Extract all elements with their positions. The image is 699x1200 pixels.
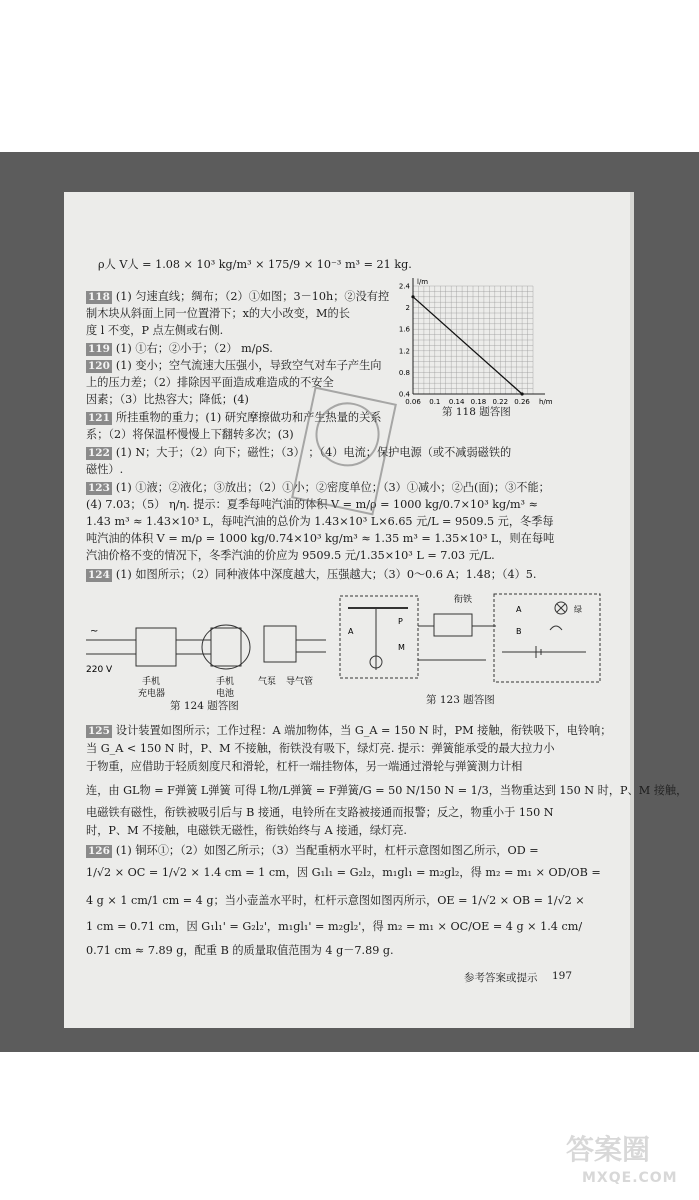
caption-fig118: 第 118 题答图 — [442, 406, 511, 418]
page-number: 197 — [552, 970, 573, 982]
y-tick-label: 2.4 — [398, 282, 410, 291]
line-28: 0.71 cm ≈ 7.89 g，配重 B 的质量取值范围为 4 g－7.89 g. — [86, 944, 394, 957]
q-number-124: 124 — [88, 569, 110, 581]
x-tick-label: 0.18 — [470, 398, 487, 406]
fig124-tilde: ~ — [90, 626, 99, 637]
fig124-pump: 气泵 — [258, 677, 277, 687]
line-9: 系；（2）将保温杯慢慢上下翻转多次；(3) — [86, 428, 294, 441]
x-tick-label: 0.26 — [514, 398, 530, 406]
fig118-chart — [387, 274, 557, 414]
y-tick-label: 1.2 — [398, 347, 410, 356]
line-26: 4 g × 1 cm/1 cm = 4 g；当小壶盖水平时，杠杆示意图如图丙所示，OE = 1/√2 × OB = 1/√2 × — [86, 894, 585, 907]
line-5: 120 (1) 变小；空气流速大压强小，导致空气对车子产生向 — [88, 359, 382, 372]
q-number-126: 126 — [88, 845, 110, 857]
caption-fig123: 第 123 题答图 — [426, 694, 495, 706]
line-0: ρ人 V人 = 1.08 × 10³ kg/m³ × 175/9 × 10⁻³ m³ = 21 kg. — [98, 258, 412, 271]
x-tick-label: 0.06 — [405, 398, 421, 406]
line-13: (4) 7.03；（5） η/η. 提示：夏季每吨汽油的体积 V = m/ρ = 1000 kg/0.7×10³ kg/m³ ≈ — [86, 498, 538, 511]
line-17: 124 (1) 如图所示；（2）同种液体中深度越大，压强越大；（3）0～0.6 A；1.48；（4）5. — [88, 568, 537, 581]
x-tick-label: 0.14 — [448, 398, 465, 406]
fig123-armature: 衔铁 — [454, 595, 473, 605]
line-11: 磁性）. — [86, 463, 124, 476]
line-6: 上的压力差；（2）排除因平面造成难造成的不安全 — [86, 376, 334, 389]
data-point — [411, 295, 414, 298]
q-number-123: 123 — [88, 482, 110, 494]
line-18: 125 设计装置如图所示；工作过程：A 端加物体，当 G_A = 150 N 时，PM 接触，衔铁吸下，电铃响； — [88, 724, 612, 737]
fig123-a: A — [348, 627, 354, 636]
q-number-125: 125 — [88, 725, 110, 737]
line-15: 吨汽油的体积 V = m/ρ = 1000 kg/0.74×10³ kg/m³ ≈ 1.35 m³ = 1.35×10³ L，则在每吨 — [86, 532, 555, 545]
line-2: 制木块从斜面上同一位置滑下；x的大小改变，M的长 — [86, 307, 350, 320]
q-number-121: 121 — [88, 412, 110, 424]
fig124-battery: 手机 — [216, 677, 235, 687]
fig123-m: M — [398, 643, 405, 652]
x-axis-label: h/m — [539, 398, 553, 406]
x-tick-label: 0.22 — [492, 398, 509, 406]
fig123-green: 绿 — [574, 605, 582, 614]
line-12: 123 (1) ①液；②液化；③放出；（2）①小；②密度单位；（3）①减小；②凸(面)；③不能； — [88, 481, 550, 494]
line-10: 122 (1) N；大于；（2）向下；磁性；（3） ；（4）电流；保护电源（或不减弱磁铁的 — [88, 446, 512, 459]
y-tick-label: 0.8 — [398, 368, 410, 377]
fig123-diagram — [336, 590, 626, 690]
line-23: 时，P、M 不接触，电磁铁无磁性，衔铁始终与 A 接通，绿灯亮. — [86, 824, 407, 837]
q-number-120: 120 — [88, 360, 110, 372]
fig124-charger-2: 充电器 — [138, 689, 166, 699]
y-tick-label: 1.6 — [398, 325, 410, 334]
line-4: 119 (1) ①右；②小于；（2） m/ρS. — [88, 342, 273, 355]
line-3: 度 l 不变，P 点左侧或右侧. — [86, 324, 224, 337]
fig124-charger: 手机 — [142, 677, 161, 687]
watermark-logo: 答案圈 — [566, 1133, 651, 1166]
fig124-tube: 导气管 — [286, 677, 314, 687]
fig124-voltage: 220 V — [86, 665, 113, 675]
q-number-122: 122 — [88, 447, 110, 459]
line-22: 电磁铁有磁性，衔铁被吸引后与 B 接通，电铃所在支路被接通而报警；反之，物重小于 150 N — [86, 806, 554, 819]
q-number-119: 119 — [88, 343, 110, 355]
fig123-A: A — [516, 605, 522, 614]
line-24: 126 (1) 铜环①；（2）如图乙所示；（3）当配重柄水平时，杠杆示意图如图乙所示，OD = — [88, 844, 539, 857]
watermark-url: MXQE.COM — [582, 1170, 678, 1186]
document-page — [64, 192, 688, 1028]
footer-text: 参考答案或提示 — [464, 972, 538, 984]
x-tick-label: 0.1 — [429, 398, 441, 406]
line-7: 因素；（3）比热容大；降低；(4) — [86, 393, 249, 406]
y-tick-label: 2 — [405, 304, 410, 313]
line-21: 连，由 GL物 = F弹簧 L弹簧 可得 L物/L弹簧 = F弹簧/G = 50 N/150 N = 1/3，当物重达到 150 N 时，P、M 接触， — [86, 784, 688, 797]
caption-fig124: 第 124 题答图 — [170, 700, 239, 712]
line-19: 当 G_A < 150 N 时，P、M 不接触，衔铁没有吸下，绿灯亮. 提示：弹簧能承受的最大拉力小 — [86, 742, 555, 755]
fig123-p: P — [398, 617, 403, 626]
ink-stamp — [291, 387, 397, 516]
line-1: 118 (1) 匀速直线；绸布；（2）①如图；3－10h；②没有控 — [88, 290, 390, 303]
y-axis-label: l/m — [417, 278, 429, 286]
line-14: 1.43 m³ ≈ 1.43×10³ L，每吨汽油的总价为 1.43×10³ L×6.65 元/L = 9509.5 元，冬季每 — [86, 515, 554, 528]
q-number-118: 118 — [88, 291, 110, 303]
line-27: 1 cm = 0.71 cm，因 G₁l₁' = G₂l₂'，m₁gl₁' = m₂gl₂'，得 m₂ = m₁ × OC/OE = 4 g × 1.4 cm/ — [86, 920, 583, 933]
y-tick-label: 0.4 — [398, 390, 410, 399]
data-point — [520, 392, 523, 395]
fig123-B: B — [516, 627, 522, 636]
line-25: 1/√2 × OC = 1/√2 × 1.4 cm = 1 cm，因 G₁l₁ = G₂l₂，m₁gl₁ = m₂gl₂，得 m₂ = m₁ × OD/OB = — [86, 866, 601, 879]
fig124-diagram — [86, 610, 326, 710]
fig124-battery-2: 电池 — [216, 689, 235, 699]
line-8: 121 所挂重物的重力；(1) 研究摩擦做功和产生热量的关系 — [88, 411, 382, 424]
line-16: 汽油价格不变的情况下，冬季汽油的价应为 9509.5 元/1.35×10³ L = 7.03 元/L. — [86, 549, 495, 562]
line-20: 于物重，应借助于轻质刻度尺和滑轮，杠杆一端挂物体，另一端通过滑轮与弹簧测力计相 — [86, 760, 523, 773]
